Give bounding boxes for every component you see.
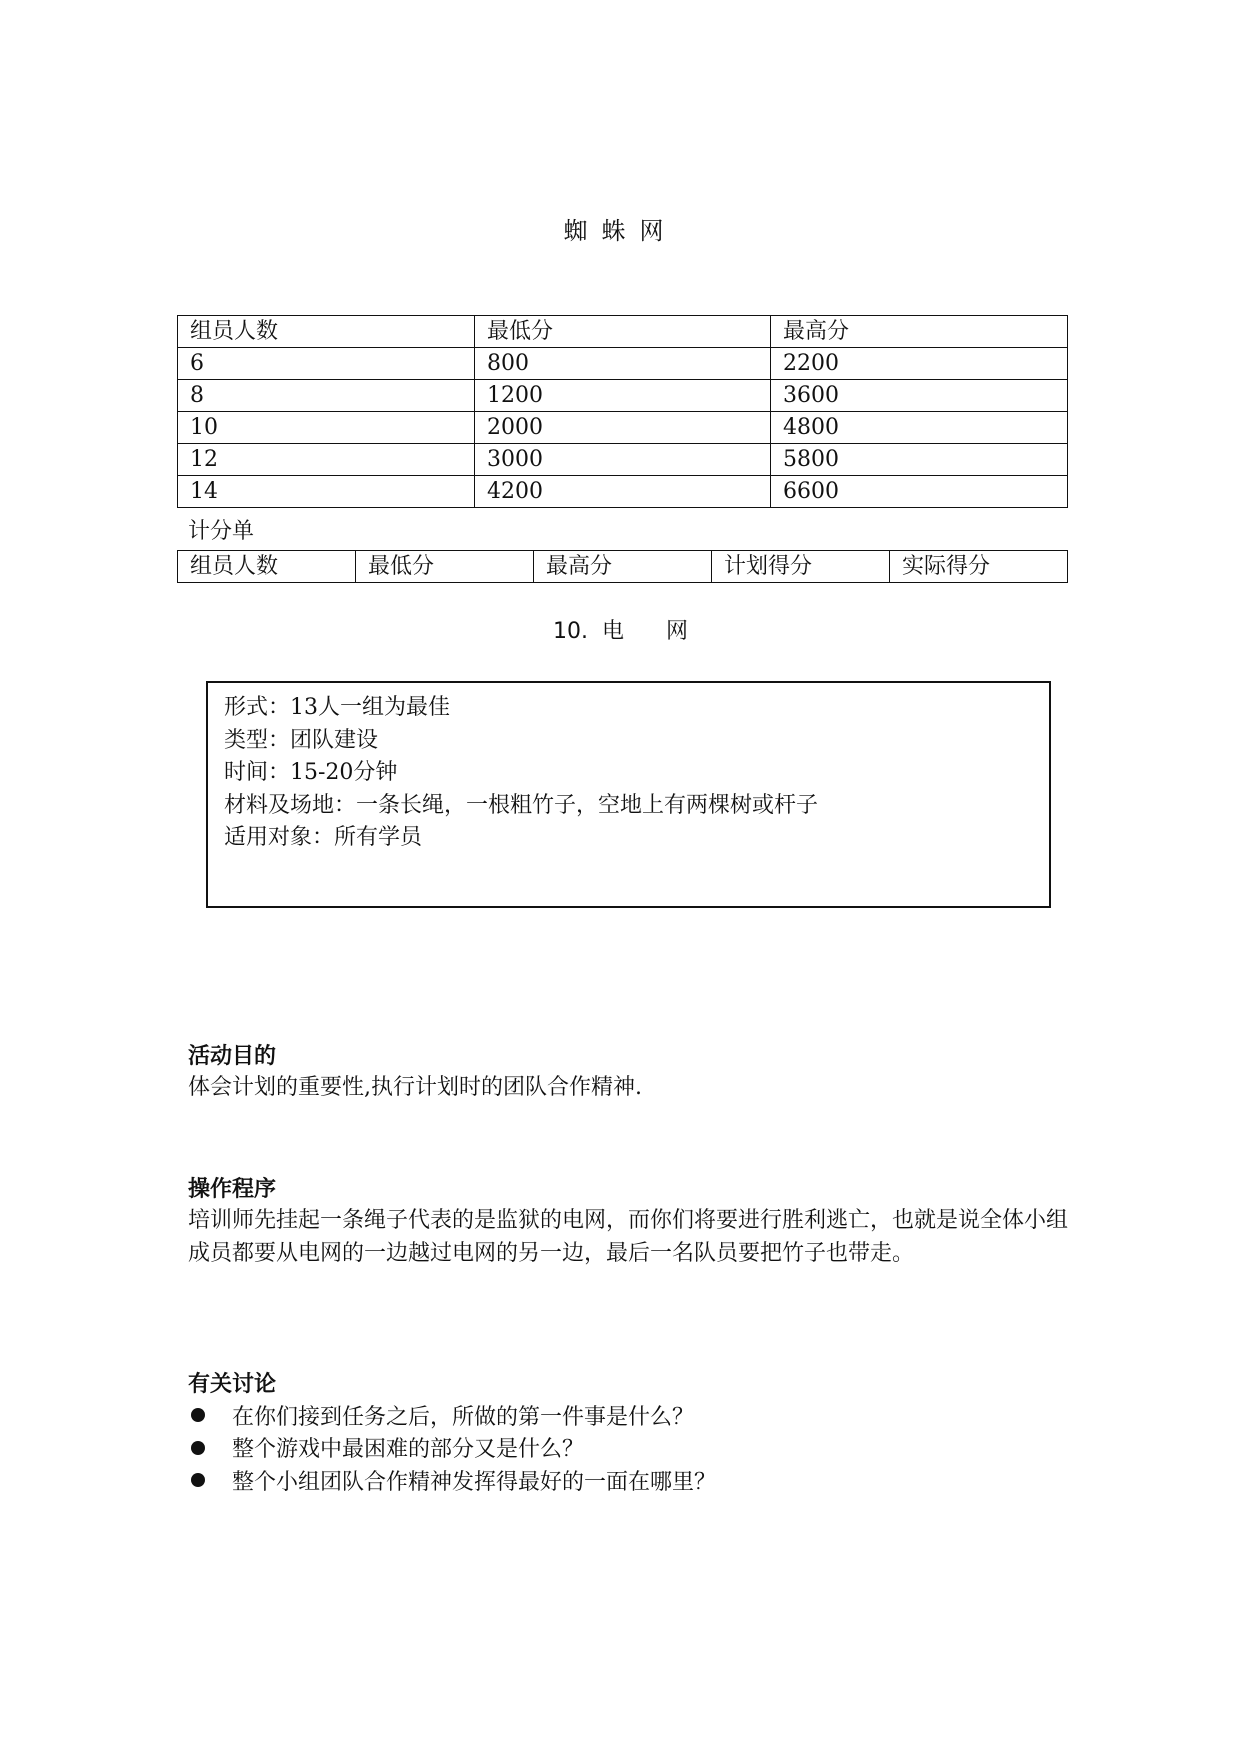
page-title: 蜘蛛网 (563, 217, 678, 245)
section-title-part: 电 (601, 619, 624, 644)
table-cell: 2200 (771, 348, 1068, 380)
table-cell: 14 (178, 476, 475, 508)
table-row (178, 348, 1068, 380)
list-item-text: 整个小组团队合作精神发挥得最好的一面在哪里？ (232, 1469, 717, 1495)
activity-info-box (206, 681, 1051, 908)
table-cell: 3000 (475, 444, 771, 476)
table-row (178, 412, 1068, 444)
bullet-icon (191, 1441, 205, 1455)
list-item-text: 在你们接到任务之后，所做的第一件事是什么？ (232, 1404, 695, 1430)
table-header-cell: 实际得分 (890, 551, 1068, 583)
table-header-cell: 组员人数 (178, 316, 475, 348)
table-cell: 4200 (475, 476, 771, 508)
table-row (178, 476, 1068, 508)
info-type: 类型：团队建设 (224, 727, 379, 753)
discussion-heading: 有关讨论 (188, 1372, 277, 1397)
table-cell: 5800 (771, 444, 1068, 476)
scoresheet-table (177, 550, 1068, 583)
table-row (178, 444, 1068, 476)
list-item (188, 1432, 716, 1465)
score-range-table (177, 315, 1068, 508)
list-item (188, 1464, 716, 1497)
procedure-text: 培训师先挂起一条绳子代表的是监狱的电网，而你们将要进行胜利逃亡，也就是说全体小组成员都要从电网的一边越过电网的另一边，最后一名队员要把竹子也带走。 (188, 1208, 1069, 1266)
table-cell: 2000 (475, 412, 771, 444)
table-cell: 3600 (771, 380, 1068, 412)
table-cell: 4800 (771, 412, 1068, 444)
purpose-heading: 活动目的 (188, 1044, 277, 1069)
table-header-cell: 组员人数 (178, 551, 356, 583)
table-header-cell: 最低分 (475, 316, 771, 348)
table-cell: 10 (178, 412, 475, 444)
info-format: 形式：13人一组为最佳 (224, 695, 450, 720)
table-cell: 6 (178, 348, 475, 380)
table-header-cell: 计划得分 (712, 551, 890, 583)
table-cell: 8 (178, 380, 475, 412)
table-header-row (178, 551, 1068, 583)
scoresheet-caption: 计分单 (188, 519, 255, 544)
info-time: 时间：15-20分钟 (224, 760, 398, 785)
section-title (0, 617, 1241, 647)
table-row (178, 380, 1068, 412)
discussion-list (188, 1399, 716, 1497)
table-cell: 6600 (771, 476, 1068, 508)
bullet-icon (191, 1408, 205, 1422)
info-materials: 材料及场地：一条长绳，一根粗竹子，空地上有两棵树或杆子 (224, 792, 819, 818)
table-header-cell: 最高分 (771, 316, 1068, 348)
section-title-part: 网 (666, 619, 689, 644)
list-item-text: 整个游戏中最困难的部分又是什么？ (232, 1437, 585, 1463)
section-number: 10. (552, 619, 588, 644)
purpose-text: 体会计划的重要性,执行计划时的团队合作精神. (188, 1075, 642, 1100)
info-audience: 适用对象：所有学员 (224, 825, 423, 850)
list-item (188, 1399, 716, 1432)
table-cell: 800 (475, 348, 771, 380)
table-header-row (178, 316, 1068, 348)
table-cell: 1200 (475, 380, 771, 412)
procedure-heading: 操作程序 (188, 1177, 277, 1202)
table-header-cell: 最高分 (534, 551, 712, 583)
table-cell: 12 (178, 444, 475, 476)
bullet-icon (191, 1473, 205, 1487)
table-header-cell: 最低分 (356, 551, 534, 583)
